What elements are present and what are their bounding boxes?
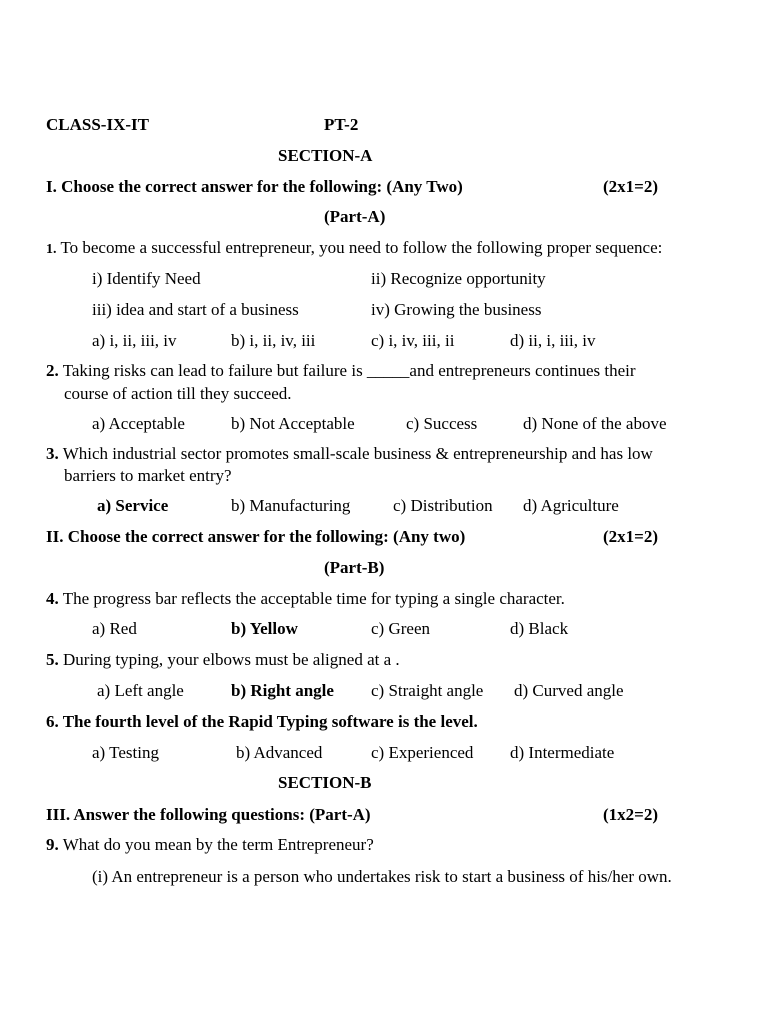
group-1-instruction: I. Choose the correct answer for the following: (Any Two)	[46, 177, 463, 196]
group-1-part: (Part-A)	[324, 207, 386, 226]
question-5-number: 5.	[46, 650, 59, 669]
q6-option-c: c) Experienced	[371, 743, 474, 762]
question-2-number: 2.	[46, 361, 59, 380]
question-2-text-line1: Taking risks can lead to failure but failure is _____and entrepreneurs continues their	[58, 361, 636, 380]
question-9-answer: (i) An entrepreneur is a person who undertakes risk to start a business of his/her own.	[92, 867, 672, 886]
question-4-text: The progress bar reflects the acceptable time for typing a single character.	[58, 589, 565, 608]
q6-option-b: b) Advanced	[236, 743, 323, 762]
class-label: CLASS-IX-IT	[46, 115, 149, 134]
q6-option-d: d) Intermediate	[510, 743, 615, 762]
question-4	[46, 589, 565, 609]
q4-option-d: d) Black	[510, 619, 569, 638]
question-4-number: 4.	[46, 589, 59, 608]
q3-option-d: d) Agriculture	[523, 496, 619, 515]
group-1-marks: (2x1=2)	[603, 177, 659, 196]
q5-option-b: b) Right angle	[231, 681, 334, 700]
question-1	[46, 238, 662, 260]
q4-option-a: a) Red	[92, 619, 137, 638]
q3-option-a: a) Service	[97, 496, 169, 515]
group-3-marks: (1x2=2)	[603, 805, 659, 824]
q1-option-b: b) i, ii, iv, iii	[231, 331, 316, 350]
section-a-title: SECTION-A	[278, 146, 373, 165]
q4-option-b: b) Yellow	[231, 619, 298, 638]
q5-option-a: a) Left angle	[97, 681, 184, 700]
q1-item-2: ii) Recognize opportunity	[371, 269, 546, 288]
group-2-instruction: II. Choose the correct answer for the following: (Any two)	[46, 527, 466, 546]
question-3	[46, 444, 653, 464]
question-2	[46, 361, 636, 381]
question-5-text: During typing, your elbows must be aligned at a .	[58, 650, 400, 669]
group-2-marks: (2x1=2)	[603, 527, 659, 546]
question-3-number: 3.	[46, 444, 59, 463]
q1-option-d: d) ii, i, iii, iv	[510, 331, 596, 350]
q2-option-b: b) Not Acceptable	[231, 414, 355, 433]
test-label: PT-2	[324, 115, 359, 134]
group-3-instruction: III. Answer the following questions: (Part-A)	[46, 805, 371, 824]
question-9-text: What do you mean by the term Entrepreneur?	[58, 835, 374, 854]
q5-option-d: d) Curved angle	[514, 681, 624, 700]
question-9	[46, 835, 374, 855]
q1-item-3: iii) idea and start of a business	[92, 300, 299, 319]
q6-option-a: a) Testing	[92, 743, 159, 762]
question-3-text-line2: barriers to market entry?	[64, 466, 232, 485]
question-1-text: To become a successful entrepreneur, you need to follow the following proper sequence:	[56, 238, 663, 257]
q2-option-a: a) Acceptable	[92, 414, 185, 433]
q1-option-a: a) i, ii, iii, iv	[92, 331, 177, 350]
question-5	[46, 650, 400, 670]
q5-option-c: c) Straight angle	[371, 681, 484, 700]
question-9-number: 9.	[46, 835, 59, 854]
section-b-title: SECTION-B	[278, 773, 372, 792]
q3-option-c: c) Distribution	[393, 496, 493, 515]
q1-item-1: i) Identify Need	[92, 269, 201, 288]
q2-option-d: d) None of the above	[523, 414, 667, 433]
q2-option-c: c) Success	[406, 414, 478, 433]
question-6-text: 6. The fourth level of the Rapid Typing software is the level.	[46, 712, 478, 731]
q4-option-c: c) Green	[371, 619, 430, 638]
q1-option-c: c) i, iv, iii, ii	[371, 331, 455, 350]
q3-option-b: b) Manufacturing	[231, 496, 351, 515]
question-2-text-line2: course of action till they succeed.	[64, 384, 292, 403]
question-3-text-line1: Which industrial sector promotes small-scale business & entrepreneurship and has low	[58, 444, 653, 463]
q1-item-4: iv) Growing the business	[371, 300, 542, 319]
question-1-number: 1.	[46, 242, 57, 257]
group-2-part: (Part-B)	[324, 558, 385, 577]
